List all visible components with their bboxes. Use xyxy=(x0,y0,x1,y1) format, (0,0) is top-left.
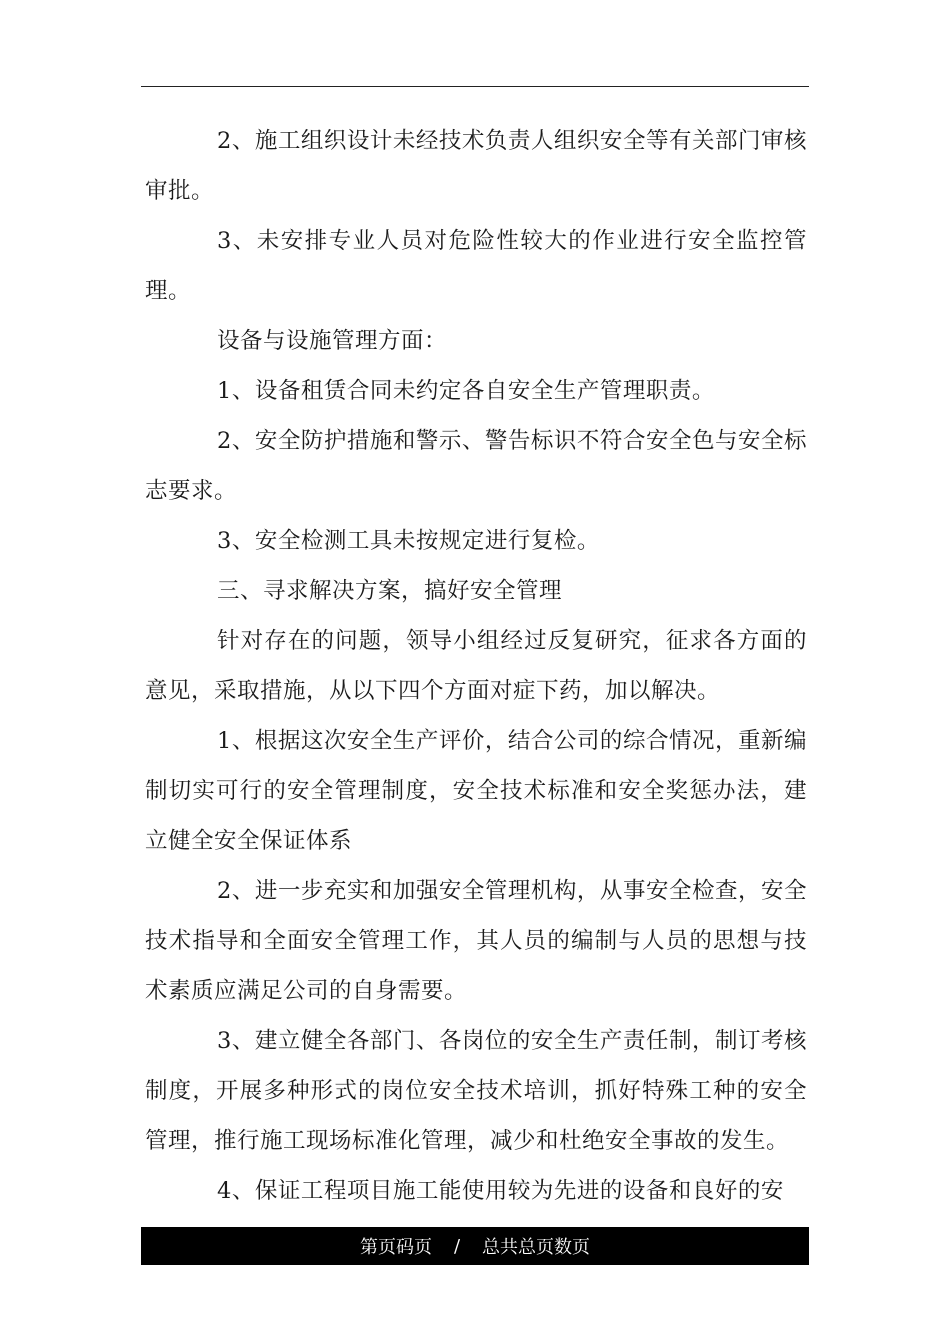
paragraph: 1、设备租赁合同未约定各自安全生产管理职责。 xyxy=(217,378,715,404)
paragraph: 3、未安排专业人员对危险性较大的作业进行安全监控管理。 xyxy=(145,228,807,304)
paragraph: 2、施工组织设计未经技术负责人组织安全等有关部门审核审批。 xyxy=(145,128,807,204)
total-pages-label: 总共总页数页 xyxy=(482,1237,591,1258)
paragraph: 2、安全防护措施和警示、警告标识不符合安全色与安全标志要求。 xyxy=(145,428,807,504)
document-body xyxy=(145,116,807,1216)
section-heading: 三、寻求解决方案，搞好安全管理 xyxy=(217,578,563,604)
paragraph: 1、根据这次安全生产评价，结合公司的综合情况，重新编制切实可行的安全管理制度，安全技术标准和安全奖惩办法，建立健全安全保证体系 xyxy=(145,728,807,854)
paragraph: 2、进一步充实和加强安全管理机构，从事安全检查，安全技术指导和全面安全管理工作，其人员的编制与人员的思想与技术素质应满足公司的自身需要。 xyxy=(145,878,807,1004)
section-heading: 设备与设施管理方面： xyxy=(217,328,448,354)
footer-separator: / xyxy=(453,1235,461,1257)
paragraph: 3、建立健全各部门、各岗位的安全生产责任制，制订考核制度，开展多种形式的岗位安全技术培训，抓好特殊工种的安全管理，推行施工现场标准化管理，减少和杜绝安全事故的发生。 xyxy=(145,1028,807,1154)
paragraph: 针对存在的问题，领导小组经过反复研究，征求各方面的意见，采取措施，从以下四个方面对症下药，加以解决。 xyxy=(145,628,807,704)
paragraph: 4、保证工程项目施工能使用较为先进的设备和良好的安 xyxy=(217,1178,784,1204)
header-rule xyxy=(141,86,809,87)
paragraph: 3、安全检测工具未按规定进行复检。 xyxy=(217,528,600,554)
page-footer xyxy=(141,1227,809,1265)
page-number-label: 第页码页 xyxy=(359,1237,432,1258)
